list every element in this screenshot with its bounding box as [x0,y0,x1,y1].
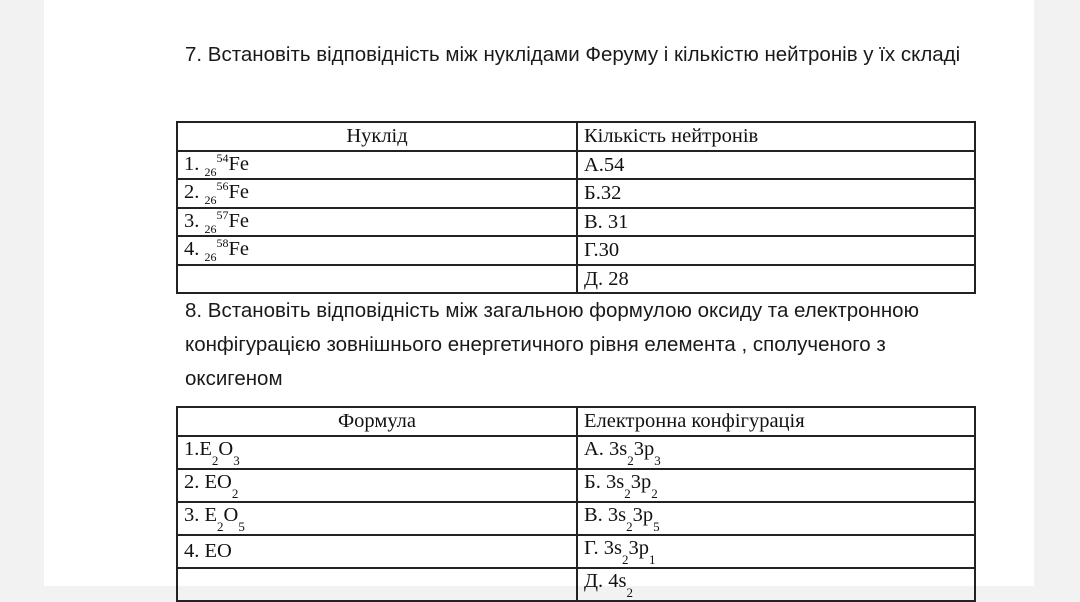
subscript: 2 [231,485,239,501]
formula-cell [177,469,577,502]
table-row [177,236,975,265]
text-part: А. 3s [584,437,628,460]
table-row [177,568,975,601]
table-header-row [177,122,975,151]
subscript: 2 [626,584,633,600]
text-part: 4. EO [184,540,232,563]
nuclide-cell [177,179,577,208]
text-part: В. 3s [584,503,627,526]
neutron-count-cell [577,208,975,237]
neutron-count-cell [577,265,975,294]
answer-option: Г.30 [584,239,620,262]
atomic-number: 26 [204,164,217,179]
nuclide-symbol [205,209,250,235]
nuclide-symbol [205,180,250,206]
subscript: 2 [211,452,219,468]
element-symbol: Fe [228,152,249,175]
text-part: 2. EO [184,470,232,493]
row-number: 2. [184,181,205,204]
subscript: 3 [654,452,661,468]
text-part: O [223,503,239,526]
neutron-count-cell [577,151,975,180]
configuration-cell [577,436,975,469]
answer-option: Б.32 [584,182,622,205]
mass-number: 56 [216,179,229,194]
neutron-count-cell [577,179,975,208]
nuclide-symbol [205,152,250,178]
nuclide-symbol [205,237,250,263]
configuration-cell [577,535,975,568]
element-symbol: Fe [228,181,249,204]
text-part: Б. 3s [584,470,625,493]
subscript: 2 [626,518,633,534]
header-electron-configuration: Електронна конфігурація [577,407,975,436]
table-row [177,469,975,502]
header-neutron-count: Кількість нейтронів [577,122,975,151]
formula-cell [177,568,577,601]
element-symbol: Fe [228,238,249,261]
mass-number: 57 [216,207,229,222]
question-8-text: 8. Встановіть відповідність між загальною формулою оксиду та електронною конфігурацією зовнішнього енергетичного рівня елемента , сполученого з оксигеном [185,299,919,390]
mass-number: 54 [216,150,229,165]
subscript: 2 [217,518,224,534]
text-part: 3p [632,503,654,526]
neutron-count-cell [577,236,975,265]
table-header-row [177,407,975,436]
answer-option: А.54 [584,153,625,176]
configuration-cell [577,568,975,601]
element-symbol: Fe [228,209,249,232]
text-part: 3p [633,437,655,460]
table-row [177,208,975,237]
table-row [177,151,975,180]
configuration-cell [577,502,975,535]
header-nuclide: Нуклід [177,122,577,151]
subscript: 5 [238,518,245,534]
subscript: 2 [627,452,634,468]
nuclide-cell [177,265,577,294]
formula-cell [177,436,577,469]
subscript: 2 [651,485,658,501]
nuclide-neutron-table [176,121,976,294]
atomic-number: 26 [204,250,217,265]
text-part: O [218,437,234,460]
header-formula: Формула [177,407,577,436]
document-page [44,0,1034,600]
text-part: 1.E [184,437,212,460]
row-number: 1. [184,152,205,175]
answer-option: Д. 28 [584,267,629,290]
formula-cell [177,502,577,535]
nuclide-cell [177,236,577,265]
table-row [177,502,975,535]
subscript: 2 [624,485,631,501]
answer-option: В. 31 [584,210,629,233]
formula-cell [177,535,577,568]
text-part: 3. E [184,503,218,526]
oxide-configuration-table [176,406,976,602]
table-row [177,265,975,294]
table-row [177,535,975,568]
subscript: 5 [653,518,660,534]
atomic-number: 26 [204,193,217,208]
text-part: 3p [630,470,652,493]
row-number: 3. [184,209,205,232]
mass-number: 58 [216,236,229,251]
question-7-text: 7. Встановіть відповідність між нуклідами Феруму і кількістю нейтронів у їх складі [185,43,961,66]
subscript: 1 [649,551,656,567]
nuclide-cell [177,151,577,180]
configuration-cell [577,469,975,502]
table-row [177,436,975,469]
text-part: Г. 3s [584,536,623,559]
text-part: 3p [628,536,650,559]
subscript: 3 [233,452,240,468]
subscript: 2 [622,551,629,567]
text-part: Д. 4s [584,569,627,592]
nuclide-cell [177,208,577,237]
table-row [177,179,975,208]
row-number: 4. [184,238,205,261]
atomic-number: 26 [204,221,217,236]
